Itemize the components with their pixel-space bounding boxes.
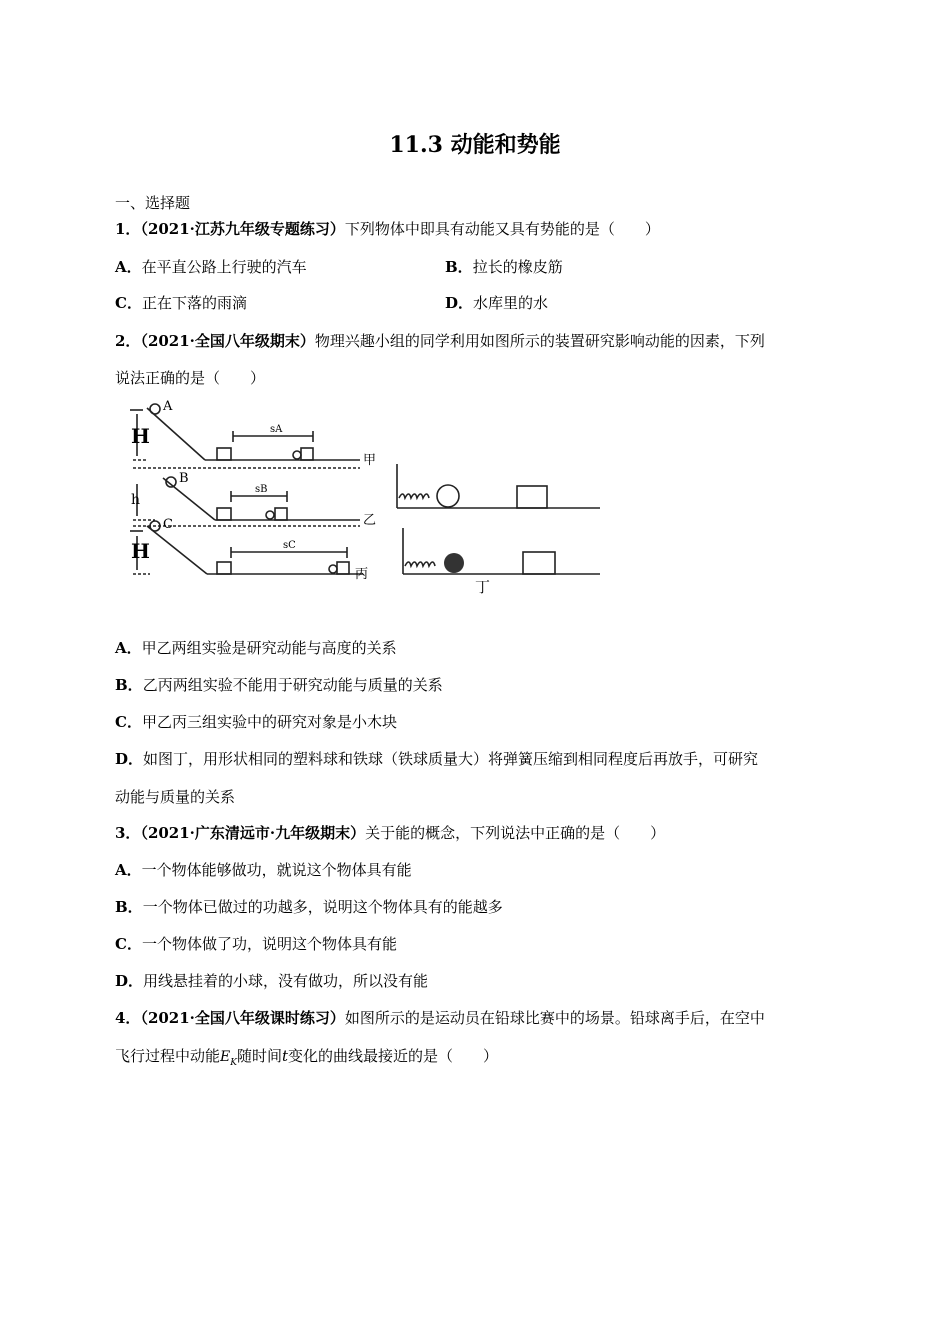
option-text: 拉长的橡皮筋 <box>472 258 563 276</box>
question-number: 3． <box>115 824 141 842</box>
option-letter: D． <box>115 750 144 768</box>
option-letter: A． <box>115 861 142 879</box>
q2-option-d[interactable] <box>115 748 758 769</box>
question-text: 物理兴趣小组的同学利用如图所示的装置研究影响动能的因素，下列 <box>314 332 765 350</box>
option-letter: A． <box>115 258 142 276</box>
question-number: 1． <box>115 220 141 238</box>
label-h1: H <box>131 424 150 448</box>
label-h2: H <box>131 539 150 563</box>
option-text: 正在下落的雨滴 <box>141 294 247 312</box>
option-text: 乙丙两组实验不能用于研究动能与质量的关系 <box>142 676 443 694</box>
ek-letter: E <box>220 1049 231 1065</box>
question-4-stem-line2 <box>115 1045 498 1068</box>
option-text: 一个物体已做过的功越多，说明这个物体具有的能越多 <box>142 898 503 916</box>
option-letter: B． <box>115 676 143 694</box>
question-source: （2021·全国八年级课时练习） <box>140 1009 345 1027</box>
question-text: 如图所示的是运动员在铅球比赛中的场景。铅球离手后，在空中 <box>344 1009 765 1027</box>
question-2-stem-line2: 说法正确的是（ ） <box>115 369 266 387</box>
option-text: 水库里的水 <box>473 294 549 312</box>
label-sa: sA <box>270 424 283 435</box>
option-letter: C． <box>115 935 142 953</box>
option-letter: C． <box>115 713 142 731</box>
question-1-stem <box>115 218 660 239</box>
option-text: 甲乙丙三组实验中的研究对象是小木块 <box>141 713 397 731</box>
q2-option-d-continued: 动能与质量的关系 <box>115 788 236 806</box>
question-number: 2． <box>115 332 141 350</box>
q1-option-a[interactable] <box>115 256 307 277</box>
option-text: 一个物体能够做功，就说这个物体具有能 <box>141 861 412 879</box>
q3-option-d[interactable] <box>115 970 428 991</box>
t-symbol: t <box>282 1047 289 1065</box>
section-heading: 一、选择题 <box>115 194 191 212</box>
label-sc: sC <box>283 540 296 551</box>
q1-option-b[interactable] <box>445 256 563 277</box>
label-ding: 丁 <box>475 578 491 596</box>
question-source: （2021·广东清远市·九年级期末） <box>140 824 366 842</box>
question-text: 下列物体中即具有动能又具有势能的是（ ） <box>344 220 660 238</box>
option-letter: C． <box>115 294 142 312</box>
ek-symbol <box>220 1049 237 1068</box>
q3-option-c[interactable] <box>115 933 397 954</box>
experiment-figure <box>125 398 605 603</box>
q2-option-c[interactable] <box>115 711 397 732</box>
question-2-stem-line1 <box>115 330 765 351</box>
q3-option-a[interactable] <box>115 859 412 880</box>
option-text: 如图丁，用形状相同的塑料球和铁球（铁球质量大）将弹簧压缩到相同程度后再放手，可研究 <box>143 750 759 768</box>
question-3-stem <box>115 822 665 843</box>
option-letter: B． <box>445 258 473 276</box>
question-source: （2021·江苏九年级专题练习） <box>140 220 345 238</box>
q2-option-b[interactable] <box>115 674 443 695</box>
label-b: B <box>179 471 189 486</box>
question-4-stem-line1 <box>115 1007 765 1028</box>
option-text: 在平直公路上行驶的汽车 <box>141 258 307 276</box>
option-text: 甲乙两组实验是研究动能与高度的关系 <box>141 639 397 657</box>
option-letter: D． <box>115 972 144 990</box>
question-text: 随时间 <box>236 1047 282 1065</box>
ek-subscript: K <box>230 1057 237 1068</box>
option-letter: D． <box>445 294 474 312</box>
question-text: 变化的曲线最接近的是（ ） <box>288 1047 499 1065</box>
label-jia: 甲 <box>363 453 377 468</box>
option-text: 一个物体做了功，说明这个物体具有能 <box>141 935 397 953</box>
question-number: 4． <box>115 1009 141 1027</box>
document-title: 11.3 动能和势能 <box>389 132 561 158</box>
q1-option-c[interactable] <box>115 292 247 313</box>
label-c: C <box>163 517 173 532</box>
question-text: 关于能的概念，下列说法中正确的是（ ） <box>365 824 666 842</box>
label-bing: 丙 <box>355 567 369 582</box>
label-yi: 乙 <box>363 513 377 528</box>
option-text: 用线悬挂着的小球，没有做功，所以没有能 <box>143 972 429 990</box>
q2-option-a[interactable] <box>115 637 397 658</box>
question-source: （2021·全国八年级期末） <box>140 332 315 350</box>
label-h: h <box>131 492 141 508</box>
option-letter: A． <box>115 639 142 657</box>
q1-option-d[interactable] <box>445 292 548 313</box>
question-text: 飞行过程中动能 <box>115 1047 221 1065</box>
label-sb: sB <box>255 484 268 495</box>
q3-option-b[interactable] <box>115 896 503 917</box>
label-a: A <box>163 399 173 414</box>
option-letter: B． <box>115 898 143 916</box>
